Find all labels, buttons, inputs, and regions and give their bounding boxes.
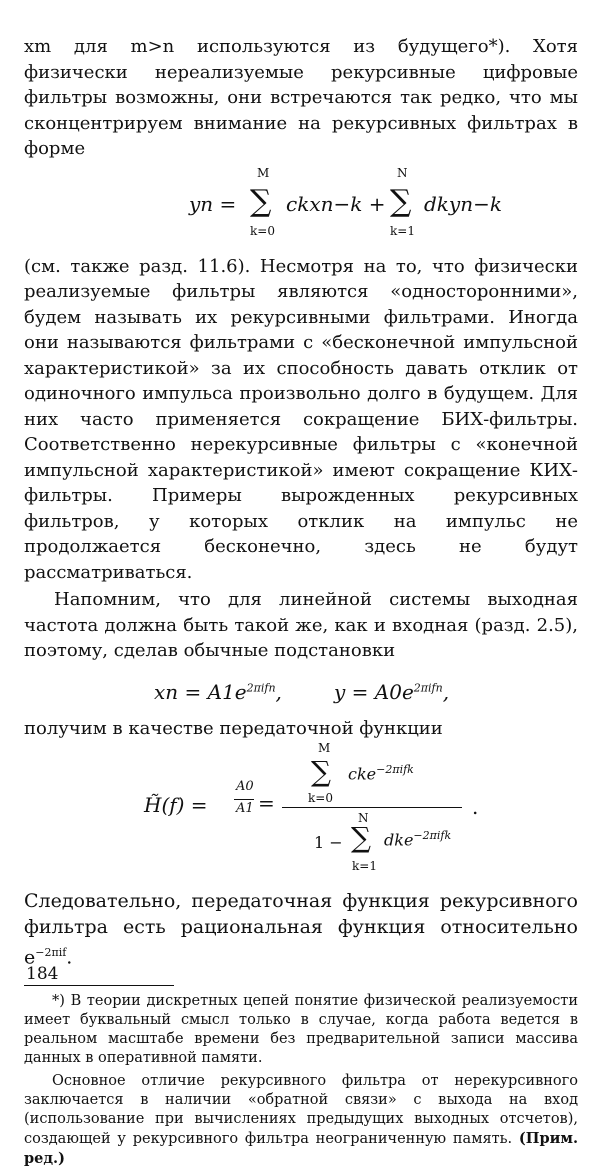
eq3-den-exp: −2πifk [413,829,452,842]
eq3-num-base: cke [348,764,377,784]
eq1-sum2-body: dkyn−k [424,191,502,216]
footnote-2-editor-mark: (Прим. ред.) [24,1129,578,1167]
footnote-2-text: Основное отличие рекурсивного фильтра от нерекурсивного заключается в наличии «обратной связи» с выхода на вход (использование при вычислениях предыдущих выходных отсчетов), создающей у рекурсивного фильтра неограниченную память. [24,1072,578,1147]
eq3-num-sum: ∑ [311,755,331,788]
eq3-ratio-line [234,799,254,800]
eq1-sum1-upper: M [257,165,270,180]
eq3-ratio-den: A1 [236,801,254,816]
equation-substitutions [24,664,578,716]
equation-recursive-filter [24,162,578,254]
eq3-den-body: 1 − [314,833,343,852]
equation-transfer-function [24,741,578,889]
eq2-right-base: y = A0e [334,679,414,704]
page-number: 184 [26,964,59,984]
conclusion-exp: −2πif [35,946,67,959]
eq3-num-exp: −2πifk [376,763,414,776]
paragraph-frequency: Напомним, что для линейной системы выходная частота должна быть такой же, как и входная (разд. 2.5), поэтому, сделав обычные подстановки [24,589,578,661]
eq3-num-lower: k=0 [308,791,333,805]
footnote-divider [24,985,174,986]
eq3-ratio-num: A0 [236,779,254,794]
eq1-sum1-sign: ∑ [250,183,272,219]
eq3-num-upper: M [318,741,331,755]
eq3-den-lower: k=1 [352,859,377,873]
eq2-right-end: , [442,679,450,704]
eq3-equals: = [258,791,275,815]
eq1-sum1-body: ckxn−k + [286,191,386,216]
eq3-main-line [282,807,462,808]
conclusion-text: Следовательно, передаточная функция рекурсивного фильтра есть рациональная функция относительно e [24,890,578,969]
eq3-end: . [472,795,479,819]
paragraph-bih: (см. также разд. 11.6). Несмотря на то, что физически реализуемые фильтры являются «односторонними», будем называть их рекурсивными фильтрами. Иногда они называются фильтрами с «бесконечной импульсной характеристикой» за их способность давать отклик от одиночного импульса произвольно долго в будущем. Для них часто применяется сокращение БИХ-фильтры. Соответственно нерекурсивные фильтры с «конечной импульсной характеристикой» имеют сокращение КИХ-фильтры. Примеры вырожденных рекурсивных фильтров, у которых отклик на импульс не продолжается бесконечно, здесь не будут рассматриваться. [24,255,578,583]
eq2-left-end: , [275,679,282,704]
eq3-den-term [384,829,451,849]
eq1-sum2-sign: ∑ [390,183,412,219]
eq3-lhs: H̃(f) = [144,793,208,817]
eq1-lhs: yn = [189,191,237,216]
eq1-sum2-lower: k=1 [390,223,415,238]
eq3-den-upper: N [358,811,369,825]
conclusion-end: . [66,946,73,969]
eq2-left-base: xn = A1e [154,679,247,704]
paragraph-conclusion [24,889,578,971]
eq2-left-exp: 2πifn [246,680,276,694]
footnote-1: *) В теории дискретных цепей понятие физической реализуемости имеет буквальный смысл только в случае, когда работа ведется в реальном масштабе времени без предварительной записи массива данных в оперативной памяти. [24,992,578,1066]
eq3-den-base: dke [384,830,414,850]
footnote-2 [24,1072,578,1169]
eq3-num-body [348,763,414,783]
paragraph-transfer-intro: получим в качестве передаточной функции [24,717,443,739]
eq2-right [334,680,449,704]
eq1-sum2-upper: N [397,165,408,180]
eq1-sum1-lower: k=0 [250,223,275,238]
eq2-left [154,680,282,704]
eq3-den-sum: ∑ [351,821,371,854]
eq2-right-exp: 2πifn [413,680,443,694]
paragraph-intro: xm для m>n используются из будущего*). Хотя физически нереализуемые рекурсивные цифровые фильтры возможны, они встречаются так редко, что мы сконцентрируем внимание на рекурсивных фильтрах в форме [24,36,578,159]
